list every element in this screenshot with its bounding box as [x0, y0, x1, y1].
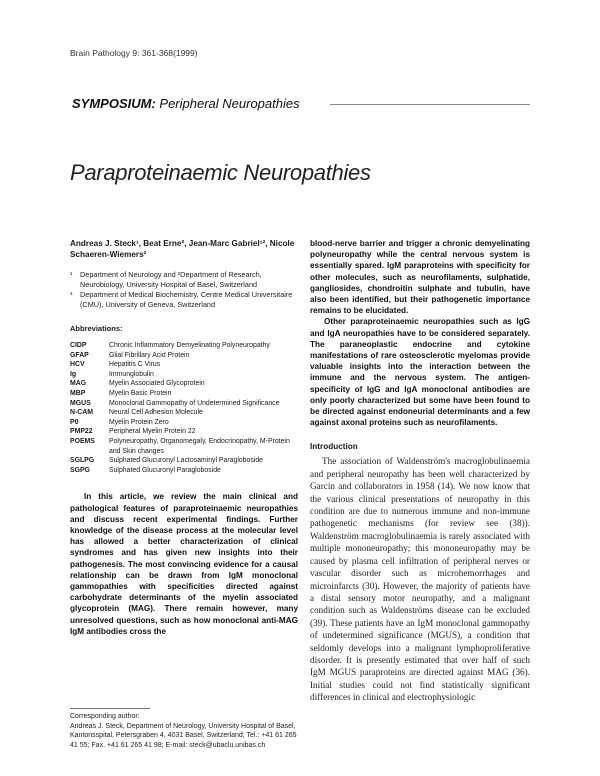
- correspondence-note: [70, 712, 302, 750]
- abbreviation-row: [70, 418, 298, 428]
- abbreviation-row: [70, 456, 298, 466]
- abstract-right: [310, 238, 530, 428]
- author-list: Andreas J. Steck¹, Beat Erne², Jean-Marc Gabriel¹², Nicole Schaeren-Wiemers²: [70, 239, 295, 259]
- abbreviations-list: [70, 341, 298, 475]
- abbreviation-definition: Chronic Inflammatory Demyelinating Polyneuropathy: [109, 342, 270, 349]
- abbreviation-row: [70, 341, 298, 351]
- correspondence-text: Andreas J. Steck, Department of Neurology, University Hospital of Basel, Kantonsspital, Petersgraben 4, 4031 Basel, Switzerland; Tel.: +41 61 265 41 55; Fax. +41 61 265 41 98; E-mail: steck@ubaclu.unibas.ch: [70, 722, 297, 749]
- abstract-left: [70, 491, 298, 637]
- affiliation-number: ¹: [70, 270, 73, 279]
- introduction-paragraph: The association of Waldenström's macroglobulinaemia and peripheral neuropathy has been well characterized by Garcin and collaborators in 1958 (14). We now know that the various clinical presentations of neuropathy in this condition are due to numerous immune and non-immune pathogenetic mechanisms (for review see (38)). Waldenström macroglobulinaemia is rarely associated with multiple mononeuropathy; this mononeuropathy may be caused by plasma cell infiltration of peripheral nerves or vascular disorder such as microhemorrhages and microinfarcts (30). However, the majority of patients have a distal sensory motor neuropathy, and a malignant condition such as Waldenströms disease can be excluded (39). These patients have an IgM monoclonal gammopathy of undetermined significance (MGUS), a condition that seldomly develops into a malignant lymphoproliferative disorder. It is presently estimated that over half of such IgM MGUS paraproteins are directed against MAG (36). Initial studies could not find statistically significant differences in clinical and electrophysiologic: [310, 456, 530, 703]
- abbreviation-code: CIDP: [70, 342, 87, 349]
- abbreviation-row: [70, 399, 298, 409]
- introduction-body: [310, 455, 530, 703]
- abbreviations-heading: Abbreviations:: [70, 324, 123, 333]
- footnote-rule: [70, 708, 150, 709]
- abbreviation-definition: Glial Fibrillary Acid Protein: [109, 351, 190, 359]
- affiliation-item: [70, 290, 298, 310]
- abbreviation-code: SGLPG: [70, 457, 95, 465]
- section-heading: [72, 96, 300, 111]
- abbreviation-row: [70, 351, 298, 361]
- affiliation-item: [70, 270, 298, 290]
- abbreviation-row: [70, 360, 298, 370]
- abbreviation-code: SGPG: [70, 466, 90, 474]
- abbreviation-row: [70, 437, 298, 456]
- abbreviation-code: POEMS: [70, 437, 95, 445]
- abbreviation-row: [70, 389, 298, 399]
- abbreviation-row: [70, 408, 298, 418]
- abbreviation-code: MAG: [70, 380, 87, 388]
- introduction-heading: Introduction: [310, 442, 358, 452]
- affiliation-text: Department of Neurology and ²Department of Research, Neurobiology, University Hospital of Basel, Switzerland: [80, 270, 262, 289]
- abbreviation-code: MGUS: [70, 399, 91, 407]
- abstract-paragraph: In this article, we review the main clinical and pathological features of paraproteinaemic neuropathies and discuss recent experimental findings. Further knowledge of the disease process at the molecular level has allowed a better characterization of clinical syndromes and has given new insights into their pathogenesis. The most convincing evidence for a causal relationship can be drawn from IgM monoclonal gammopathies with specificities directed against carbohydrate determinants of the myelin associated glycoprotein (MAG). There remain however, many unresolved questions, such as how monoclonal anti-MAG IgM antibodies cross the: [70, 492, 298, 636]
- abbreviation-definition: Immunglobulin: [109, 370, 154, 378]
- abbreviation-code: GFAP: [70, 351, 89, 359]
- section-rule: [330, 104, 530, 105]
- abbreviation-code: Ig: [70, 370, 77, 378]
- abbreviation-definition: Sulphated Glucuronyl Paragloboside: [109, 466, 221, 474]
- abbreviation-code: HCV: [70, 361, 85, 369]
- affiliations: [70, 270, 298, 310]
- left-column: [70, 238, 298, 637]
- affiliation-number: ³: [70, 290, 73, 299]
- abbreviation-row: [70, 370, 298, 380]
- abbreviation-definition: Myelin Associated Glycoprotein: [109, 380, 205, 388]
- correspondence-heading: Corresponding author:: [70, 713, 140, 720]
- abstract-paragraph: blood-nerve barrier and trigger a chronic demyelinating polyneuropathy while the central nervous system is essentially spared. IgM paraproteins with specificity for other molecules, such as neurofilaments, sulphatide, gangliosides, chondroitin sulphate and tubulin, have also been identified, but their pathogenetic importance remains to be elucidated.: [310, 239, 530, 316]
- abbreviation-row: [70, 379, 298, 389]
- section-label: SYMPOSIUM:: [72, 96, 156, 111]
- section-topic: Peripheral Neuropathies: [155, 96, 300, 111]
- abbreviation-row: [70, 466, 298, 476]
- affiliation-text: Department of Medical Biochemistry, Centre Medical Universitaire (CMU), University of Geneva, Switzerland: [80, 290, 293, 309]
- abbreviation-code: N-CAM: [70, 409, 93, 417]
- right-column: [310, 238, 530, 704]
- abbreviation-definition: Polyneuropathy, Organomegaly, Endocrinopathy, M-Protein and Skin changes: [109, 437, 290, 455]
- abbreviation-definition: Monoclonal Gammopathy of Undetermined Significance: [109, 399, 280, 407]
- abbreviation-code: MBP: [70, 389, 86, 397]
- article-title: Paraproteinaemic Neuropathies: [70, 160, 371, 185]
- abbreviation-definition: Hepatitis C Virus: [109, 361, 161, 369]
- abbreviation-code: PMP22: [70, 428, 93, 436]
- journal-reference: Brain Pathology 9: 361-368(1999): [70, 48, 198, 58]
- abbreviation-definition: Myelin Basic Protein: [109, 389, 172, 397]
- abbreviation-definition: Myelin Protein Zero: [109, 418, 169, 426]
- abstract-paragraph: Other paraproteinaemic neuropathies such as IgG and IgA neuropathies have to be considered separately. The paraneoplastic endocrine and cytokine manifestations of rare osteosclerotic myelomas provide valuable insights into the interaction between the immune and the nervous system. The antigen-specificity of IgG and IgA monoclonal antibodies are only poorly characterized but some have been found to be directed against endoneurial determinants and a few against axonal proteins such as neurofilaments.: [310, 317, 530, 428]
- abbreviation-row: [70, 427, 298, 437]
- abbreviation-definition: Sulphated Glucuronyl Lactosaminyl Paragloboside: [109, 457, 263, 465]
- abbreviation-code: P0: [70, 418, 79, 426]
- abbreviation-definition: Neural Cell Adhesion Molecule: [109, 409, 203, 417]
- abbreviation-definition: Peripheral Myelin Protein 22: [109, 428, 196, 436]
